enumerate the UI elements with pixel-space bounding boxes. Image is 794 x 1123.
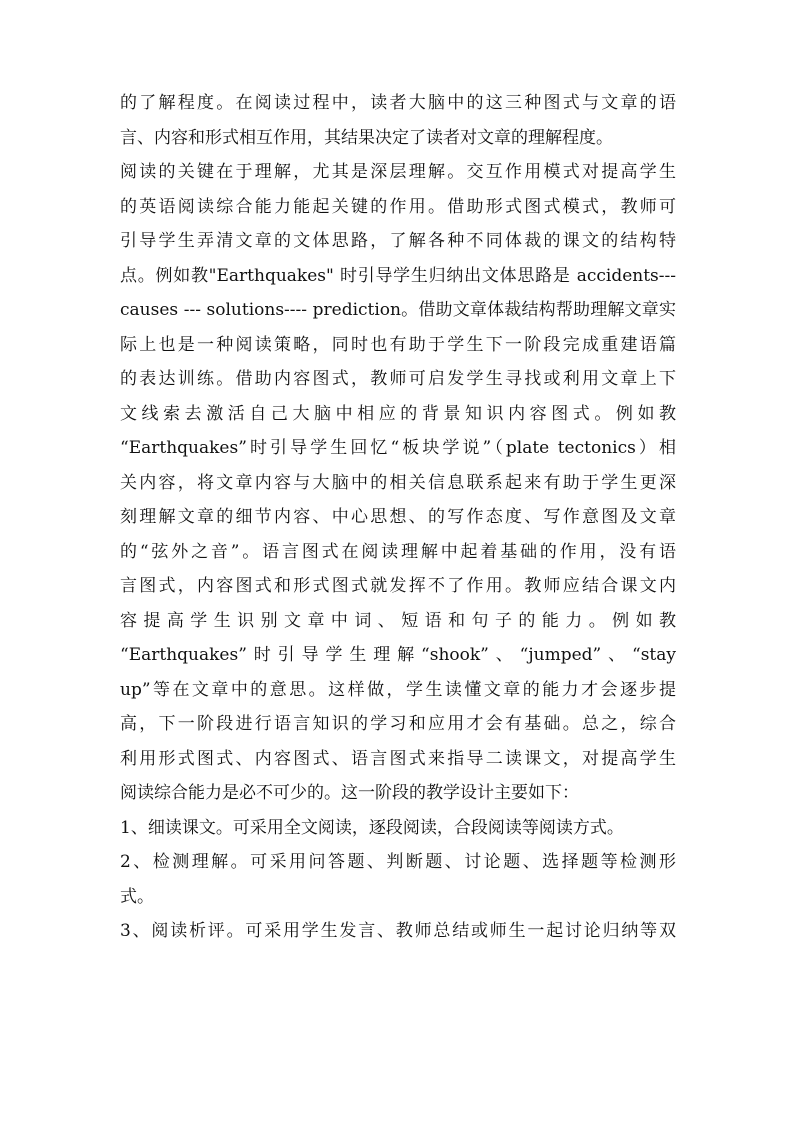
text-line: 引导学生弄清文章的文体思路，了解各种不同体裁的课文的结构特 (120, 231, 676, 251)
text-line: 的“弦外之音”。语言图式在阅读理解中起着基础的作用，没有语 (120, 541, 676, 562)
list-item: 3、阅读析评。可采用学生发言、教师总结或师生一起讨论归纳等双 (120, 921, 676, 941)
text-line: 容提高学生识别文章中词、短语和句子的能力。例如教 (120, 610, 676, 631)
body-text (120, 86, 676, 949)
text-line: 文线索去激活自己大脑中相应的背景知识内容图式。例如教 (120, 403, 676, 424)
text-line: 的了解程度。在阅读过程中，读者大脑中的这三种图式与文章的语 (120, 93, 676, 113)
text-line: 的英语阅读综合能力能起关键的作用。借助形式图式模式，教师可 (120, 196, 676, 217)
text-line: 高，下一阶段进行语言知识的学习和应用才会有基础。总之，综合 (120, 714, 676, 734)
text-line: 关内容，将文章内容与大脑中的相关信息联系起来有助于学生更深 (120, 472, 676, 493)
text-line: 言、内容和形式相互作用，其结果决定了读者对文章的理解程度。 (120, 127, 613, 148)
text-line: 阅读综合能力是必不可少的。这一阶段的教学设计主要如下： (120, 783, 579, 803)
text-line: 际上也是一种阅读策略，同时也有助于学生下一阶段完成重建语篇 (120, 334, 676, 355)
text-line: up”等在文章中的意思。这样做，学生读懂文章的能力才会逐步提 (120, 679, 676, 700)
text-line: 刻理解文章的细节内容、中心思想、的写作态度、写作意图及文章 (120, 507, 676, 527)
text-line: 式。 (120, 886, 154, 907)
text-line: 阅读的关键在于理解，尤其是深层理解。交互作用模式对提高学生 (120, 162, 676, 182)
list-item: 1、细读课文。可采用全文阅读，逐段阅读，合段阅读等阅读方式。 (120, 817, 624, 838)
list-item: 2、检测理解。可采用问答题、判断题、讨论题、选择题等检测形 (120, 852, 676, 872)
text-line: causes --- solutions---- prediction。借助文章体裁结构帮助理解文章实 (120, 300, 676, 320)
text-line: “Earthquakes”时引导学生理解“shook”、“jumped”、“stay (120, 645, 676, 665)
text-line: 点。例如教"Earthquakes" 时引导学生归纳出文体思路是 accidents--- (120, 265, 676, 286)
text-line: 利用形式图式、内容图式、语言图式来指导二读课文，对提高学生 (120, 748, 676, 769)
text-line: 的表达训练。借助内容图式，教师可启发学生寻找或利用文章上下 (120, 369, 676, 389)
text-line: 言图式，内容图式和形式图式就发挥不了作用。教师应结合课文内 (120, 576, 676, 596)
text-line: “Earthquakes”时引导学生回忆“板块学说”（plate tectonics）相 (120, 438, 676, 458)
